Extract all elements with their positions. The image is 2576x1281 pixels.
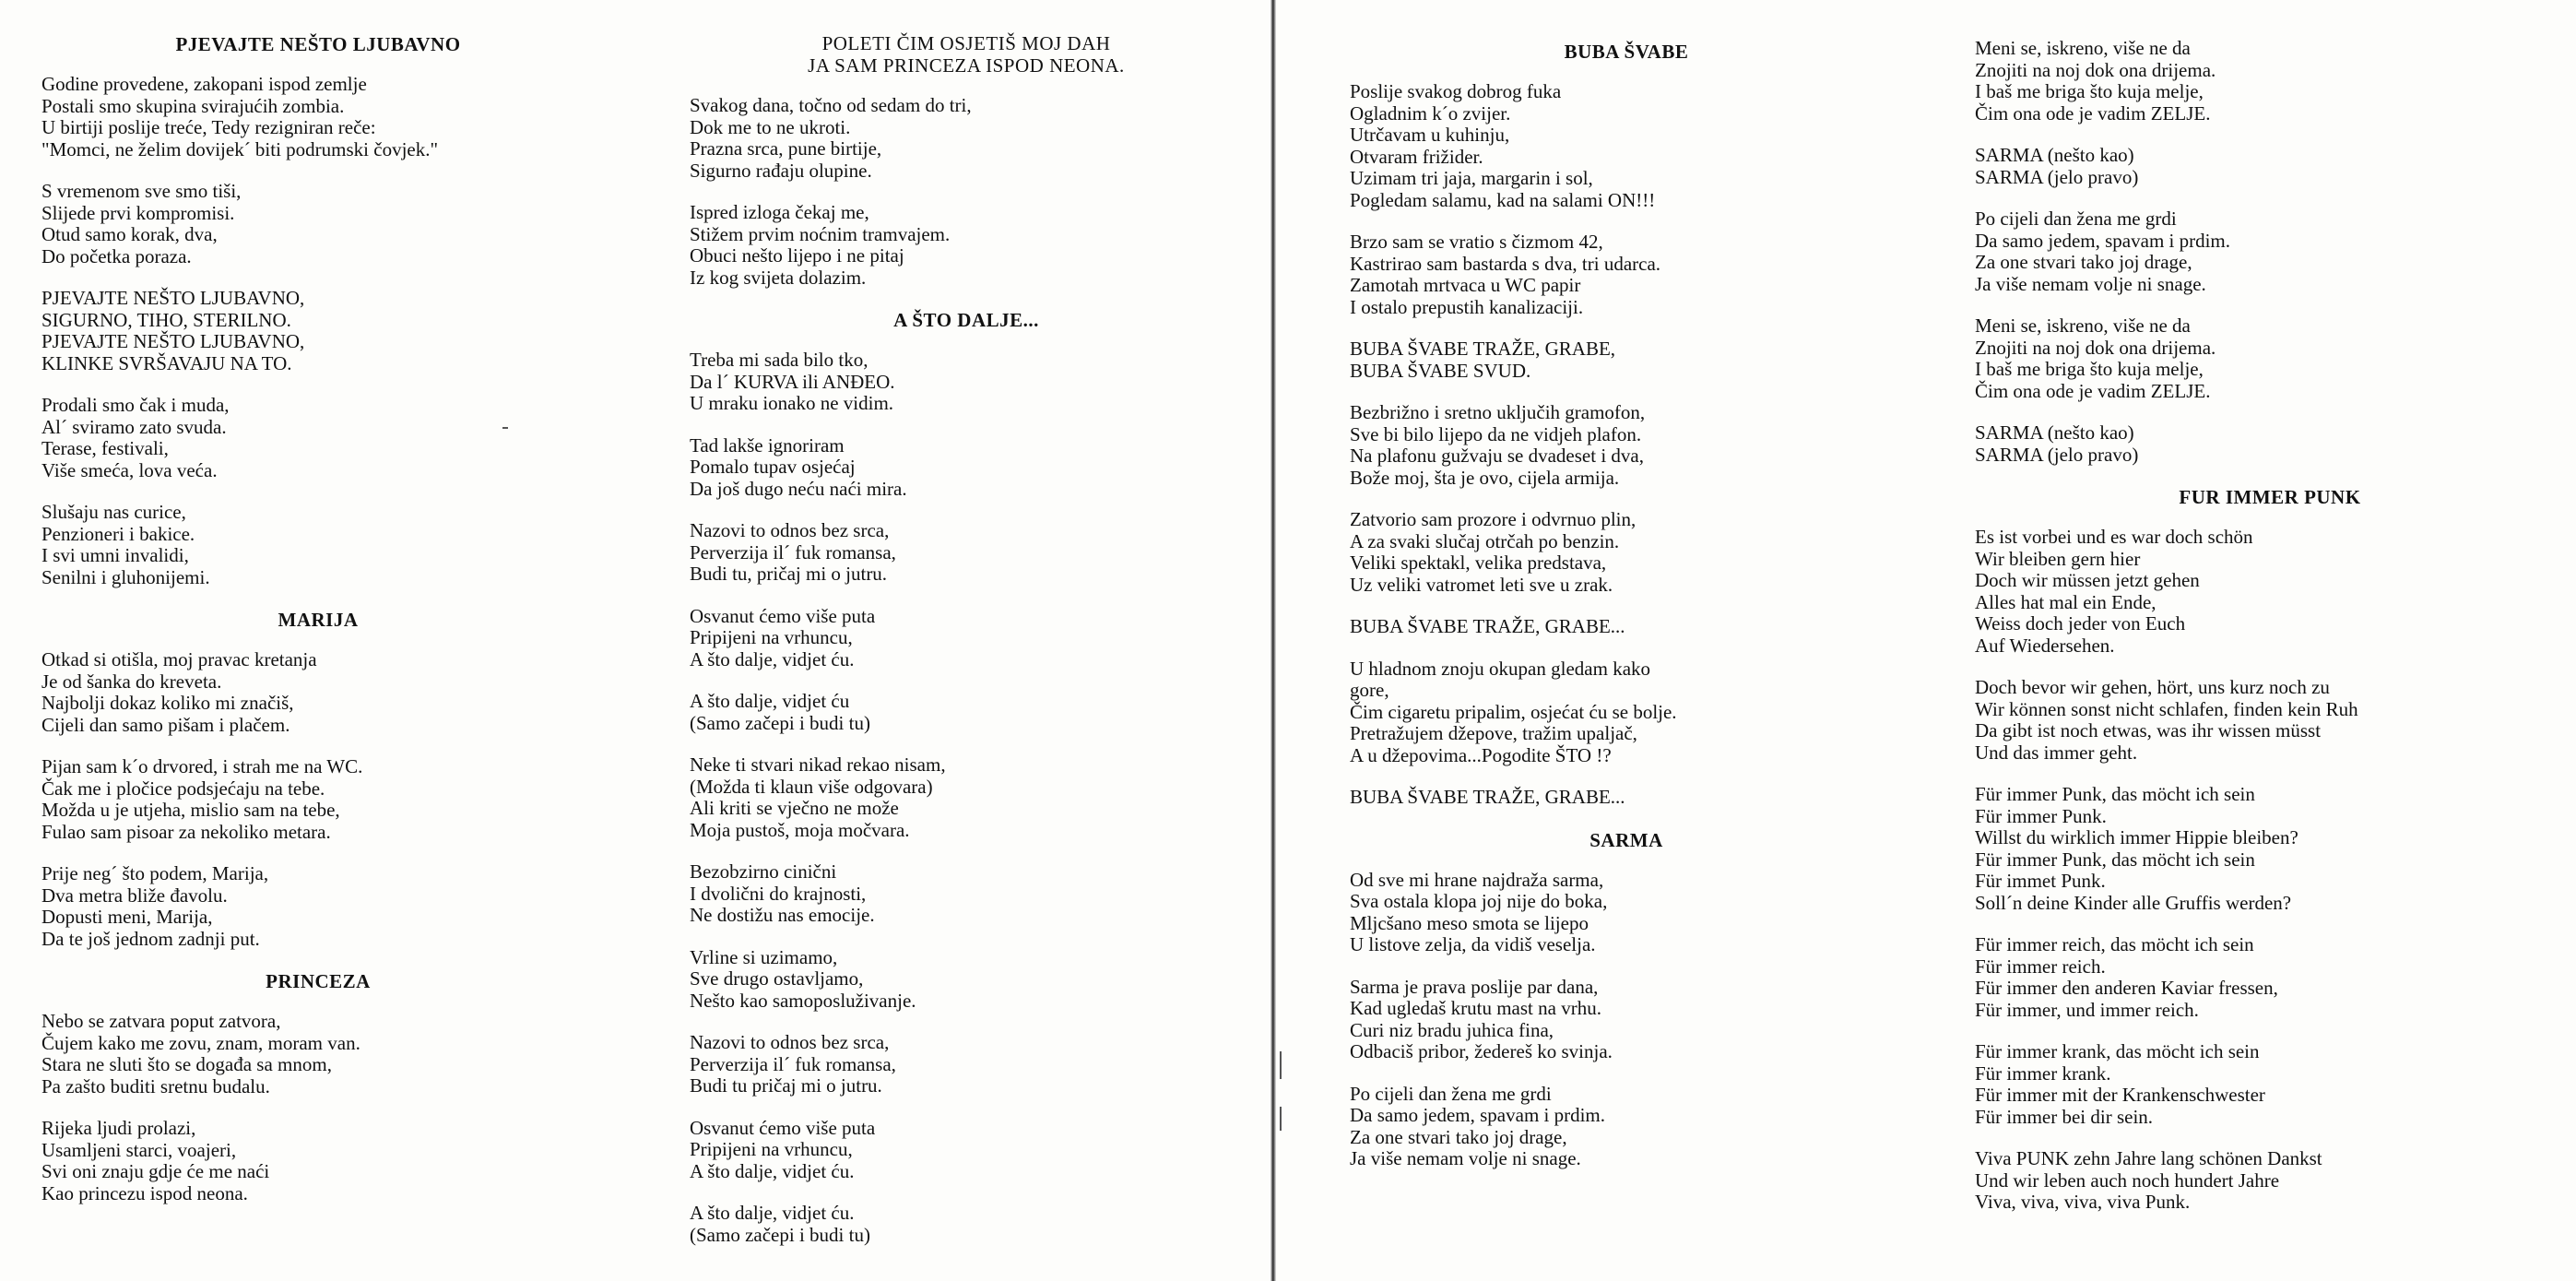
lyric-line: Pijan sam k´o drvored, i strah me na WC. xyxy=(41,755,363,777)
lyric-line: I ostalo prepustih kanalizaciji. xyxy=(1350,295,1584,318)
lyric-line: Osvanut ćemo više puta xyxy=(690,604,876,627)
lyric-line: Čim ona ode je vadim ZELJE. xyxy=(1975,379,2211,402)
song-title: PRINCEZA xyxy=(266,970,371,992)
stanza xyxy=(1350,81,1903,211)
lyric-line: Nazovi to odnos bez srca, xyxy=(690,519,890,541)
song-buba-svabe xyxy=(1350,41,1903,809)
song-marija xyxy=(41,609,595,950)
song-princeza xyxy=(41,970,595,1204)
lyric-line: Soll´n deine Kinder alle Gruffis werden? xyxy=(1975,891,2292,914)
stanza xyxy=(1975,422,2565,466)
column-1 xyxy=(41,33,595,1225)
lyric-line: Prije neg´ što podem, Marija, xyxy=(41,862,269,884)
lyric-line: Čim ona ode je vadim ZELJE. xyxy=(1975,101,2211,125)
lyric-line: Willst du wirklich immer Hippie bleiben? xyxy=(1975,826,2298,848)
stanza xyxy=(41,74,595,160)
stanza xyxy=(41,649,595,736)
lyric-line: Pa zašto buditi sretnu budalu. xyxy=(41,1074,270,1097)
lyric-line: Po cijeli dan žena me grdi xyxy=(1350,1082,1552,1105)
lyric-line: A za svaki slučaj otrčah po benzin. xyxy=(1350,529,1620,552)
lyric-line: Znojiti na noj dok ona drijema. xyxy=(1975,58,2216,81)
stanza xyxy=(1975,1041,2565,1128)
lyric-line: Da samo jedem, spavam i prdim. xyxy=(1350,1104,1606,1126)
lyric-line: Sve drugo ostavljamo, xyxy=(690,967,864,990)
lyric-line: Cijeli dan samo pišam i plačem. xyxy=(41,713,290,736)
lyric-line: Bezobzirno cinični xyxy=(690,860,837,883)
lyric-line: Pomalo tupav osjećaj xyxy=(690,456,856,478)
lyric-line: Obuci nešto lijepo i ne pitaj xyxy=(690,244,904,267)
lyric-line: Do početka poraza. xyxy=(41,244,192,267)
stanza xyxy=(1975,784,2565,914)
lyric-line: Terase, festivali, xyxy=(41,437,169,459)
lyric-line: Otkad si otišla, moj pravac kretanja xyxy=(41,648,317,670)
lyric-line: Tad lakše ignoriram xyxy=(690,433,845,457)
lyric-line: gore, xyxy=(1350,679,1389,701)
lyric-line: Für immer den anderen Kaviar fressen, xyxy=(1975,977,2278,999)
lyric-line: Sve bi bilo lijepo da ne vidjeh plafon. xyxy=(1350,422,1642,445)
lyric-line: Ispred izloga čekaj me, xyxy=(690,201,869,223)
lyric-line: Auf Wiedersehen. xyxy=(1975,634,2115,657)
stray-mark xyxy=(502,427,508,429)
lyric-line: Für immer Punk. xyxy=(1975,804,2107,827)
lyric-line: Slijede prvi kompromisi. xyxy=(41,201,235,224)
lyric-line: Da te još jednom zadnji put. xyxy=(41,927,260,950)
lyric-line: Doch bevor wir gehen, hört, uns kurz noch zu xyxy=(1975,676,2330,698)
lyric-line: Rijeka ljudi prolazi, xyxy=(41,1117,196,1139)
lyric-line: Neke ti stvari nikad rekao nisam, xyxy=(690,753,946,776)
lyric-line: KLINKE SVRŠAVAJU NA TO. xyxy=(41,351,292,374)
stanza xyxy=(1975,208,2565,295)
lyric-line: Viva PUNK zehn Jahre lang schönen Dankst xyxy=(1975,1147,2322,1169)
stanza xyxy=(690,947,1243,1013)
lyric-line: Penzioneri i bakice. xyxy=(41,522,195,545)
lyric-line: A što dalje, vidjet ću. xyxy=(690,647,855,670)
lyric-line: Znojiti na noj dok ona drijema. xyxy=(1975,336,2216,359)
lyric-line: Bezbrižno i sretno uključih gramofon, xyxy=(1350,401,1646,423)
song-poleti xyxy=(690,33,1243,289)
stanza xyxy=(690,435,1243,501)
lyric-line: BUBA ŠVABE TRAŽE, GRABE... xyxy=(1350,786,1625,808)
lyric-line: A što dalje, vidjet ću xyxy=(690,690,850,712)
lyric-line: Ali kriti se vječno ne može xyxy=(690,797,899,819)
lyric-line: Für immer mit der Krankenschwester xyxy=(1975,1084,2265,1106)
stanza xyxy=(41,1011,595,1097)
lyric-line: Da l´ KURVA ili ANĐEO. xyxy=(690,370,895,393)
lyric-line: Curi niz bradu juhica fina, xyxy=(1350,1018,1554,1041)
lyric-line: Sigurno rađaju olupine. xyxy=(690,159,872,182)
lyric-line: Po cijeli dan žena me grdi xyxy=(1975,208,2177,230)
lyric-line: Čim cigaretu pripalim, osjećat ću se bolje. xyxy=(1350,700,1677,723)
lyric-line: PJEVAJTE NEŠTO LJUBAVNO, xyxy=(41,287,305,309)
lyric-line: Alles hat mal ein Ende, xyxy=(1975,590,2157,613)
lyric-line: Fulao sam pisoar za nekoliko metara. xyxy=(41,820,331,843)
song-fur-immer-punk xyxy=(1975,486,2565,1214)
lyric-line: I dvolični do krajnosti, xyxy=(690,882,867,905)
lyric-line: SIGURNO, TIHO, STERILNO. xyxy=(41,308,291,331)
stanza xyxy=(1350,402,1903,489)
lyric-line: (Samo začepi i budi tu) xyxy=(690,1223,870,1246)
stanza xyxy=(1975,145,2565,188)
title-line: POLETI ČIM OSJETIŠ MOJ DAH xyxy=(821,32,1111,54)
lyric-line: Budi tu pričaj mi o jutru. xyxy=(690,1074,882,1097)
lyric-line: Otvaram frižider. xyxy=(1350,145,1483,168)
lyric-line: Es ist vorbei und es war doch schön xyxy=(1975,526,2253,548)
stanza xyxy=(690,606,1243,671)
lyric-line: Dopusti meni, Marija, xyxy=(41,906,213,928)
stanza xyxy=(690,1118,1243,1183)
lyric-line: Budi tu, pričaj mi o jutru. xyxy=(690,563,888,585)
lyric-line: PJEVAJTE NEŠTO LJUBAVNO, xyxy=(41,330,305,352)
lyric-line: Iz kog svijeta dolazim. xyxy=(690,266,867,289)
lyric-line: Otud samo korak, dva, xyxy=(41,223,218,245)
stanza xyxy=(41,502,595,588)
lyric-line: Pretražujem džepove, tražim upaljač, xyxy=(1350,722,1637,744)
lyric-line: Ne dostižu nas emocije. xyxy=(690,904,875,926)
stanza xyxy=(1975,527,2565,657)
lyric-line: SARMA (jelo pravo) xyxy=(1975,443,2139,466)
lyric-line: Viva, viva, viva, viva Punk. xyxy=(1975,1191,2191,1213)
title-line: JA SAM PRINCEZA ISPOD NEONA. xyxy=(808,53,1125,77)
song-title: PJEVAJTE NEŠTO LJUBAVNO xyxy=(175,33,461,55)
stanza xyxy=(1350,509,1903,596)
song-sto-dalje xyxy=(690,309,1243,1246)
lyric-line: (Možda ti klaun više odgovara) xyxy=(690,775,933,798)
lyric-line: Treba mi sada bilo tko, xyxy=(690,349,869,371)
lyric-line: Da gibt ist noch etwas, was ihr wissen müsst xyxy=(1975,719,2322,741)
lyric-line: Možda u je utjeha, mislio sam na tebe, xyxy=(41,799,340,821)
lyric-line: "Momci, ne želim dovijek´ biti podrumski čovjek." xyxy=(41,137,439,160)
song-sarma-cont xyxy=(1975,38,2565,466)
lyric-line: Zamotah mrtvaca u WC papir xyxy=(1350,274,1581,296)
lyric-line: Zatvorio sam prozore i odvrnuo plin, xyxy=(1350,508,1637,530)
stanza xyxy=(1975,677,2565,764)
lyric-line: Usamljeni starci, voajeri, xyxy=(41,1138,237,1161)
lyric-line: Sva ostala klopa joj nije do boka, xyxy=(1350,890,1608,912)
stanza xyxy=(41,756,595,843)
stanza xyxy=(41,863,595,950)
right-page xyxy=(1276,0,2576,1281)
lyric-line: Wir bleiben gern hier xyxy=(1975,547,2141,570)
stanza xyxy=(1975,38,2565,125)
stanza xyxy=(690,1203,1243,1246)
lyric-line: Perverzija il´ fuk romansa, xyxy=(690,1052,896,1075)
lyric-line: Postali smo skupina svirajućih zombia. xyxy=(41,94,345,117)
lyric-line: Al´ sviramo zato svuda. xyxy=(41,415,227,438)
lyric-line: Nešto kao samoposluživanje. xyxy=(690,989,916,1012)
lyric-line: Pripijeni na vrhuncu, xyxy=(690,1138,853,1160)
lyric-line: Senilni i gluhonijemi. xyxy=(41,565,210,588)
lyric-line: Svakog dana, točno od sedam do tri, xyxy=(690,94,972,116)
lyric-line: Sarma je prava poslije par dana, xyxy=(1350,975,1599,998)
stanza xyxy=(1350,787,1903,809)
binding-mark xyxy=(1280,1051,1282,1079)
lyric-line: SARMA (nešto kao) xyxy=(1975,144,2134,166)
lyric-line: Pogledam salamu, kad na salami ON!!! xyxy=(1350,188,1656,211)
lyric-line: (Samo začepi i budi tu) xyxy=(690,711,870,734)
lyric-line: Utrčavam u kuhinju, xyxy=(1350,124,1510,146)
lyric-line: Za one stvari tako joj drage, xyxy=(1350,1125,1567,1148)
lyric-line: Osvanut ćemo više puta xyxy=(690,1116,876,1139)
lyric-line: Pripijeni na vrhuncu, xyxy=(690,626,853,648)
stanza xyxy=(1350,338,1903,382)
stanza xyxy=(41,1118,595,1204)
lyric-line: I baš me briga što kuja melje, xyxy=(1975,80,2204,102)
stanza xyxy=(41,181,595,267)
stanza xyxy=(690,1032,1243,1097)
lyric-line: U mraku ionako ne vidim. xyxy=(690,392,894,414)
lyric-line: S vremenom sve smo tiši, xyxy=(41,180,242,202)
lyric-line: Dva metra bliže đavolu. xyxy=(41,884,228,907)
lyric-line: Brzo sam se vratio s čizmom 42, xyxy=(1350,231,1603,253)
song-title-lines xyxy=(690,33,1243,77)
lyric-line: A u džepovima...Pogodite ŠTO !? xyxy=(1350,743,1612,766)
song-pjevajte xyxy=(41,33,595,588)
lyric-line: Für immer Punk, das möcht ich sein xyxy=(1975,783,2255,805)
stanza xyxy=(1350,977,1903,1063)
lyric-line: Čujem kako me zovu, znam, moram van. xyxy=(41,1031,360,1054)
stanza xyxy=(41,288,595,374)
lyric-line: BUBA ŠVABE TRAŽE, GRABE, xyxy=(1350,338,1616,360)
column-3 xyxy=(1350,41,1903,1191)
stanza xyxy=(1350,616,1903,638)
lyric-line: Veliki spektakl, velika predstava, xyxy=(1350,552,1607,574)
stanza xyxy=(1350,870,1903,956)
song-title: FUR IMMER PUNK xyxy=(2179,486,2361,508)
lyric-line: Ja više nemam volje ni snage. xyxy=(1350,1147,1581,1169)
stanza xyxy=(41,395,595,481)
lyric-line: Stara ne sluti što se događa sa mnom, xyxy=(41,1053,332,1075)
lyric-line: Bože moj, šta je ovo, cijela armija. xyxy=(1350,466,1620,489)
lyric-line: Und wir leben auch noch hundert Jahre xyxy=(1975,1168,2280,1192)
lyric-line: Poslije svakog dobrog fuka xyxy=(1350,80,1562,102)
lyric-line: U listove zelja, da vidiš veselja. xyxy=(1350,933,1596,955)
lyric-line: Wir können sonst nicht schlafen, finden kein Ruh xyxy=(1975,697,2358,720)
lyric-line: Stižem prvim noćnim tramvajem. xyxy=(690,222,951,245)
lyric-line: Und das immer geht. xyxy=(1975,741,2138,764)
lyric-line: Doch wir müssen jetzt gehen xyxy=(1975,569,2200,591)
lyric-line: Uzimam tri jaja, margarin i sol, xyxy=(1350,167,1593,189)
stanza xyxy=(1350,231,1903,318)
lyric-line: Für immet Punk. xyxy=(1975,870,2106,892)
lyric-line: Mljcšano meso smota se lijepo xyxy=(1350,911,1589,934)
lyric-line: Für immer krank. xyxy=(1975,1062,2111,1085)
stanza xyxy=(690,350,1243,415)
lyric-line: Od sve mi hrane najdraža sarma, xyxy=(1350,868,1604,891)
lyric-line: Je od šanka do kreveta. xyxy=(41,670,222,693)
lyric-line: Dok me to ne ukroti. xyxy=(690,115,851,138)
lyric-line: I baš me briga što kuja melje, xyxy=(1975,358,2204,380)
stanza xyxy=(690,754,1243,841)
stanza xyxy=(690,691,1243,734)
stanza xyxy=(690,520,1243,586)
lyric-line: Odbaciš pribor, žedereš ko svinja. xyxy=(1350,1040,1613,1062)
lyric-line: I svi umni invalidi, xyxy=(41,544,189,566)
lyric-line: Perverzija il´ fuk romansa, xyxy=(690,540,896,563)
lyric-line: Meni se, iskreno, više ne da xyxy=(1975,37,2191,59)
lyric-line: Godine provedene, zakopani ispod zemlje xyxy=(41,73,367,95)
lyric-line: Svi oni znaju gdje će me naći xyxy=(41,1160,270,1182)
lyric-line: Prodali smo čak i muda, xyxy=(41,394,230,416)
stanza xyxy=(690,202,1243,289)
lyric-line: U hladnom znoju okupan gledam kako xyxy=(1350,657,1651,680)
lyric-line: Da samo jedem, spavam i prdim. xyxy=(1975,229,2231,252)
lyric-line: A što dalje, vidjet ću. xyxy=(690,1159,855,1182)
stanza xyxy=(1350,1084,1903,1170)
lyric-line: Für immer, und immer reich. xyxy=(1975,998,2199,1021)
song-title: A ŠTO DALJE... xyxy=(893,309,1039,331)
lyric-line: Kastrirao sam bastarda s dva, tri udarca. xyxy=(1350,252,1661,275)
stanza xyxy=(1350,658,1903,767)
lyric-line: Više smeća, lova veća. xyxy=(41,458,218,481)
lyric-line: Für immer krank, das möcht ich sein xyxy=(1975,1040,2260,1062)
lyric-line: Nazovi to odnos bez srca, xyxy=(690,1031,890,1053)
binding-mark xyxy=(1280,1107,1282,1131)
lyric-line: Kao princezu ispod neona. xyxy=(41,1181,248,1204)
lyric-line: Weiss doch jeder von Euch xyxy=(1975,612,2186,635)
stanza xyxy=(690,861,1243,927)
lyric-line: Slušaju nas curice, xyxy=(41,501,186,523)
lyric-line: Prazna srca, pune birtije, xyxy=(690,137,882,160)
stanza xyxy=(1975,1148,2565,1214)
lyric-line: U birtiji poslije treće, Tedy rezigniran reče: xyxy=(41,116,376,138)
lyric-line: Ogladnim k´o zvijer. xyxy=(1350,101,1511,125)
stanza xyxy=(690,95,1243,182)
song-title: SARMA xyxy=(1589,828,1663,851)
lyric-line: Meni se, iskreno, više ne da xyxy=(1975,314,2191,337)
lyric-line: Für immer reich. xyxy=(1975,955,2106,978)
lyric-line: Für immer reich, das möcht ich sein xyxy=(1975,933,2254,955)
lyric-line: Kad ugledaš krutu mast na vrhu. xyxy=(1350,997,1601,1019)
song-title: MARIJA xyxy=(278,609,359,631)
lyric-line: SARMA (nešto kao) xyxy=(1975,421,2134,444)
lyric-line: SARMA (jelo pravo) xyxy=(1975,165,2139,188)
lyric-line: Za one stvari tako joj drage, xyxy=(1975,251,2192,273)
lyric-line: Nebo se zatvara poput zatvora, xyxy=(41,1010,281,1032)
lyric-line: Moja pustoš, moja močvara. xyxy=(690,818,910,841)
lyric-line: BUBA ŠVABE TRAŽE, GRABE... xyxy=(1350,615,1625,637)
song-title: BUBA ŠVABE xyxy=(1564,41,1689,63)
stanza xyxy=(1975,315,2565,402)
column-2 xyxy=(690,33,1243,1266)
lyric-line: Ja više nemam volje ni snage. xyxy=(1975,272,2206,295)
left-page xyxy=(0,0,1270,1281)
lyric-line: Na plafonu gužvaju se dvadeset i dva, xyxy=(1350,445,1644,467)
column-4 xyxy=(1975,38,2565,1234)
stanza xyxy=(1975,934,2565,1021)
lyric-line: Da još dugo neću naći mira. xyxy=(690,477,907,500)
lyric-line: Čak me i pločice podsjećaju na tebe. xyxy=(41,777,325,800)
song-sarma xyxy=(1350,829,1903,1170)
lyric-line: Najbolji dokaz koliko mi značiš, xyxy=(41,692,294,714)
lyric-line: BUBA ŠVABE SVUD. xyxy=(1350,359,1531,382)
lyric-line: Vrline si uzimamo, xyxy=(690,945,838,968)
lyric-line: A što dalje, vidjet ću. xyxy=(690,1202,855,1224)
lyric-line: Für immer bei dir sein. xyxy=(1975,1105,2154,1128)
lyric-line: Für immer Punk, das möcht ich sein xyxy=(1975,848,2255,871)
lyric-line: Uz veliki vatromet leti sve u zrak. xyxy=(1350,573,1613,596)
